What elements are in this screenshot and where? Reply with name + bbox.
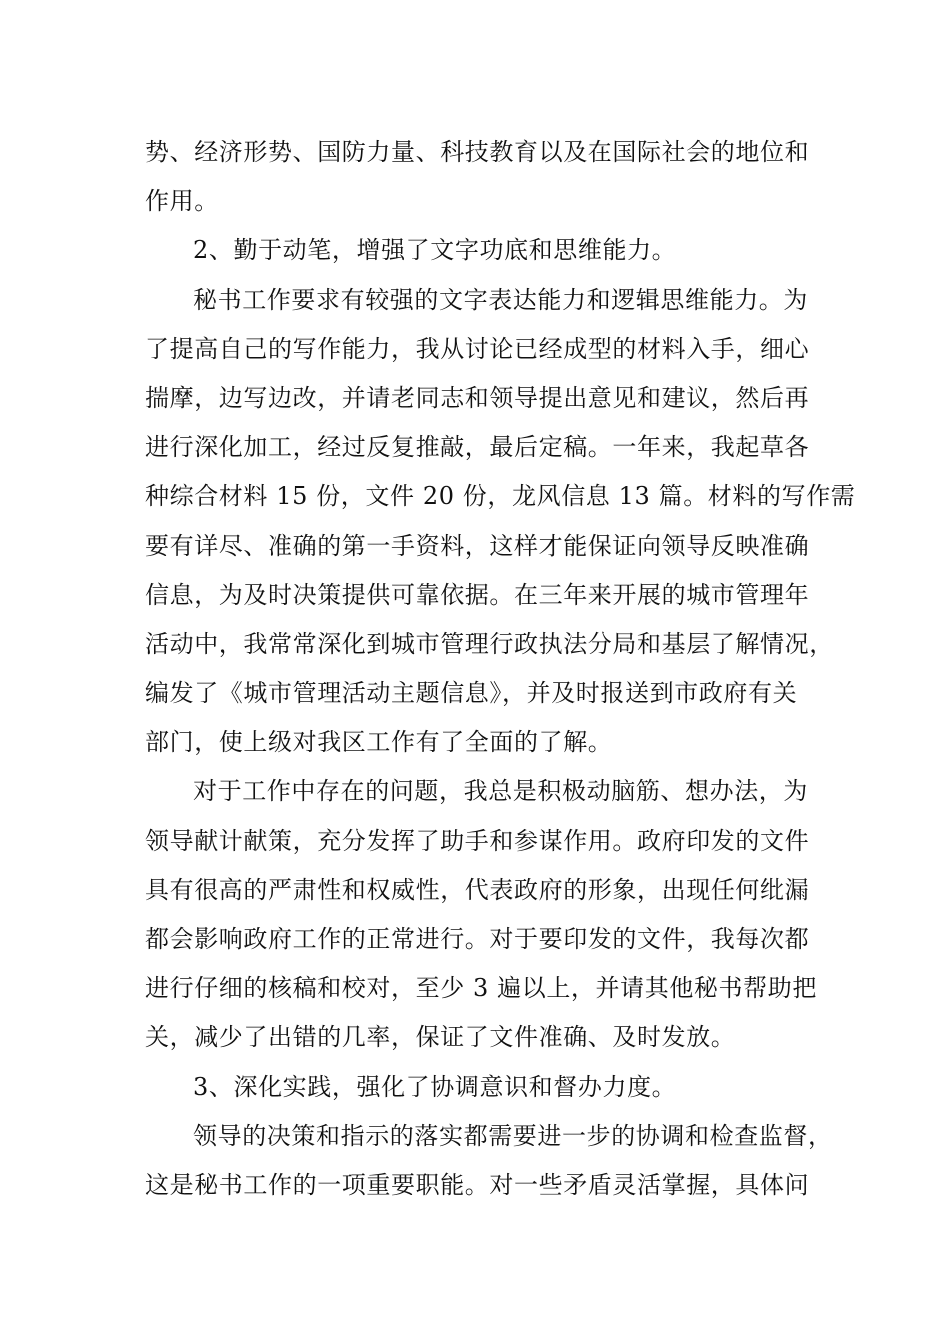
text-line: 领导献计献策，充分发挥了助手和参谋作用。政府印发的文件 — [145, 826, 810, 855]
text-line: 了提高自己的写作能力，我从讨论已经成型的材料入手，细心 — [145, 334, 810, 363]
text-line: 部门，使上级对我区工作有了全面的了解。 — [145, 728, 613, 757]
text-line: 要有详尽、准确的第一手资料，这样才能保证向领导反映准确 — [145, 531, 810, 560]
text-line: 揣摩，边写边改，并请老同志和领导提出意见和建议，然后再 — [145, 383, 810, 412]
text-line: 这是秘书工作的一项重要职能。对一些矛盾灵活掌握，具体问 — [145, 1170, 810, 1199]
text-line: 种综合材料 15 份，文件 20 份，龙风信息 13 篇。材料的写作需 — [145, 482, 856, 511]
section-heading: 3、深化实践，强化了协调意识和督办力度。 — [193, 1072, 677, 1101]
text-line: 秘书工作要求有较强的文字表达能力和逻辑思维能力。为 — [193, 285, 808, 314]
text-line: 具有很高的严肃性和权威性，代表政府的形象，出现任何纰漏 — [145, 875, 810, 904]
text-line: 信息，为及时决策提供可靠依据。在三年来开展的城市管理年 — [145, 580, 810, 609]
text-line: 势、经济形势、国防力量、科技教育以及在国际社会的地位和 — [145, 138, 810, 166]
text-line: 对于工作中存在的问题，我总是积极动脑筋、想办法，为 — [193, 777, 808, 806]
text-line: 活动中，我常常深化到城市管理行政执法分局和基层了解情况， — [145, 629, 834, 658]
text-line: 作用。 — [145, 187, 219, 216]
body-text — [145, 128, 856, 1210]
text-line: 进行深化加工，经过反复推敲，最后定稿。一年来，我起草各 — [145, 433, 810, 462]
text-line: 进行仔细的核稿和校对，至少 3 遍以上，并请其他秘书帮助把 — [145, 974, 817, 1003]
text-line: 编发了《城市管理活动主题信息》，并及时报送到市政府有关 — [145, 679, 798, 708]
text-line: 都会影响政府工作的正常进行。对于要印发的文件，我每次都 — [145, 925, 810, 953]
section-heading: 2、勤于动笔，增强了文字功底和思维能力。 — [193, 236, 677, 265]
text-line: 关，减少了出错的几率，保证了文件准确、及时发放。 — [145, 1023, 736, 1052]
text-line: 领导的决策和指示的落实都需要进一步的协调和检查监督， — [193, 1121, 833, 1150]
